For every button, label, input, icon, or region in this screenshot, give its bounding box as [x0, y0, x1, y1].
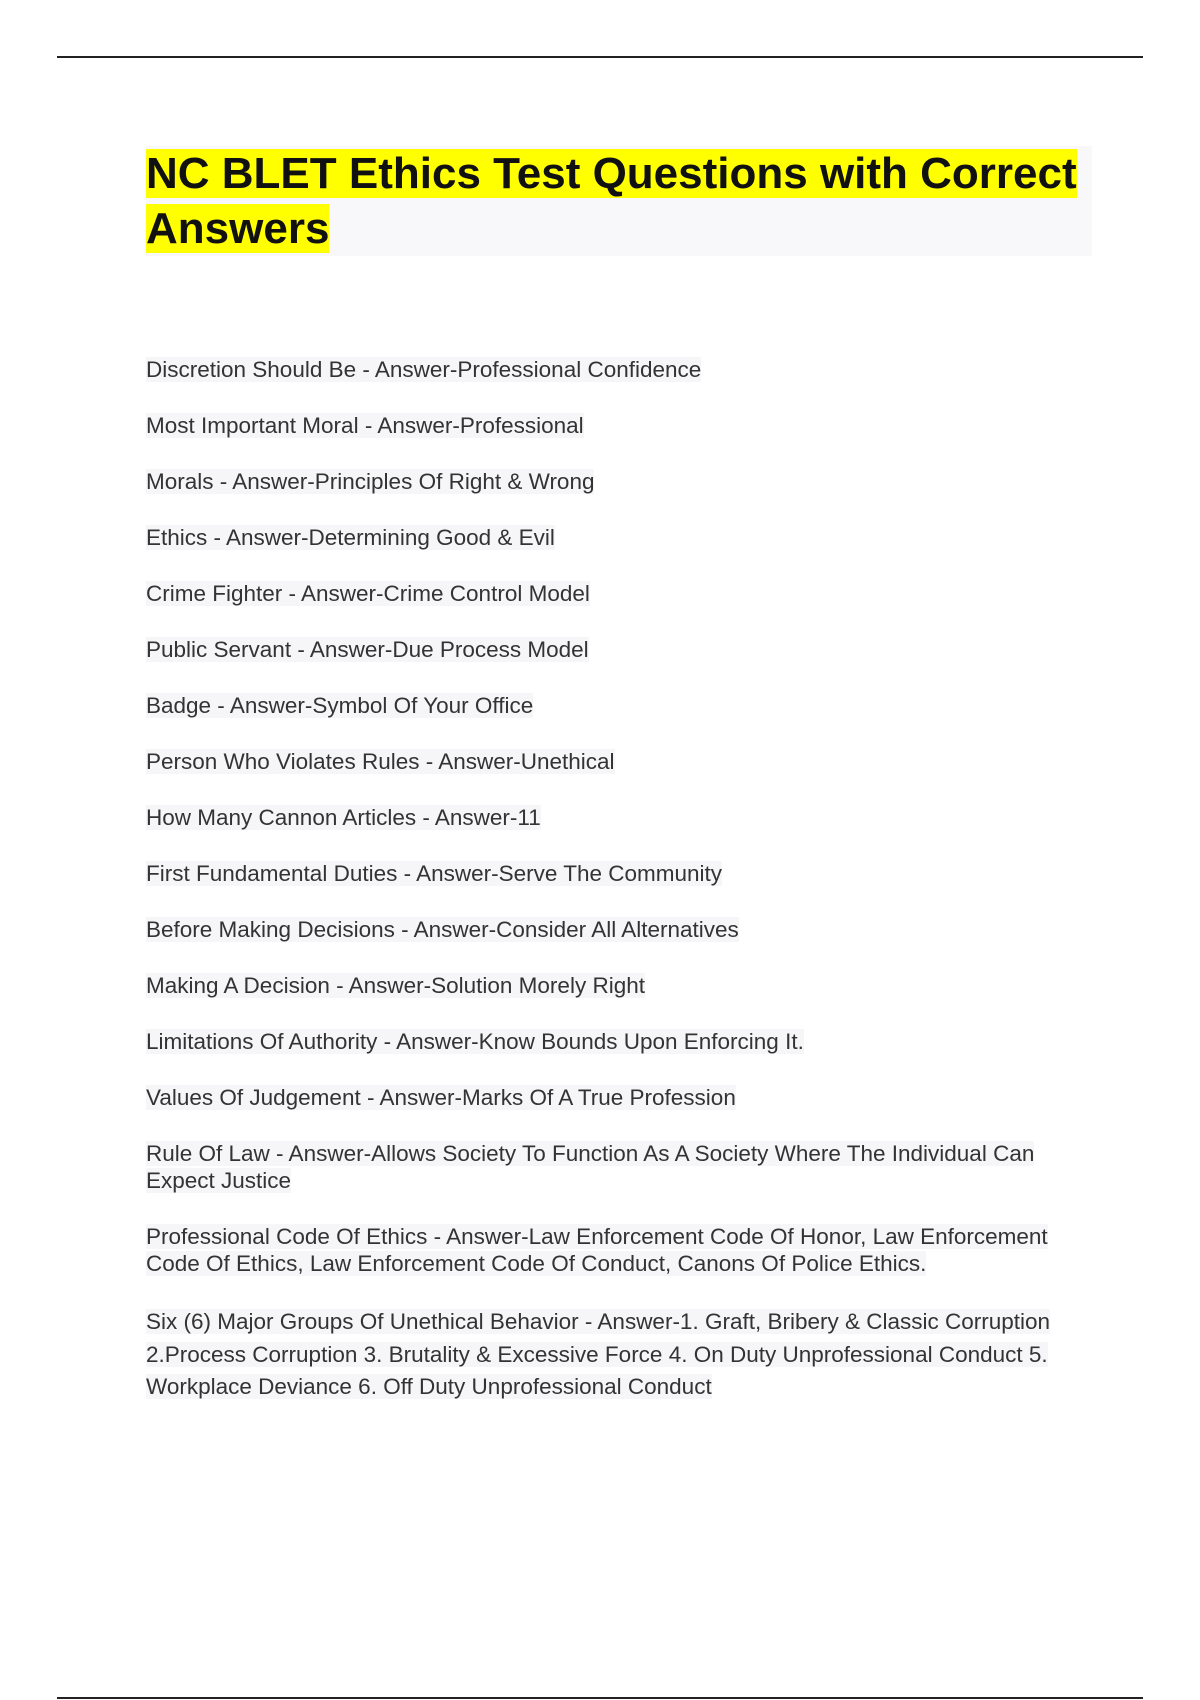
document-title [146, 146, 1092, 256]
qa-item [146, 1028, 1086, 1055]
qa-item-text: Discretion Should Be - Answer-Professional Confidence [146, 357, 702, 382]
qa-item-text: Limitations Of Authority - Answer-Know Bounds Upon Enforcing It. [146, 1029, 804, 1054]
qa-item-text: Rule Of Law - Answer-Allows Society To Function As A Society Where The Individual Can Expect Justice [146, 1141, 1035, 1193]
qa-item [146, 412, 1086, 439]
title-block [146, 146, 1092, 256]
qa-item [146, 356, 1086, 383]
qa-item-text: Making A Decision - Answer-Solution Morely Right [146, 973, 645, 998]
footer-rule [57, 1697, 1143, 1699]
header-rule [57, 56, 1143, 58]
qa-item [146, 972, 1086, 999]
question-answer-list [146, 356, 1086, 1433]
qa-item [146, 1306, 1086, 1404]
qa-item-text: How Many Cannon Articles - Answer-11 [146, 805, 541, 830]
qa-item [146, 692, 1086, 719]
qa-item-text: Six (6) Major Groups Of Unethical Behavior - Answer-1. Graft, Bribery & Classic Corruption 2.Process Corruption 3. Brutality & Excessive Force 4. On Duty Unprofessional Conduct 5. Workplace Deviance 6. Off Duty Unprofessional Conduct [146, 1309, 1051, 1399]
qa-item-text: Ethics - Answer-Determining Good & Evil [146, 525, 555, 550]
qa-item [146, 860, 1086, 887]
qa-item [146, 468, 1086, 495]
qa-item-text: Crime Fighter - Answer-Crime Control Model [146, 581, 590, 606]
qa-item-text: Before Making Decisions - Answer-Consider All Alternatives [146, 917, 739, 942]
qa-item-text: Badge - Answer-Symbol Of Your Office [146, 693, 534, 718]
document-title-text: NC BLET Ethics Test Questions with Correct Answers [146, 149, 1077, 253]
qa-item [146, 916, 1086, 943]
qa-item-text: First Fundamental Duties - Answer-Serve The Community [146, 861, 723, 886]
qa-item-text: Values Of Judgement - Answer-Marks Of A True Profession [146, 1085, 736, 1110]
qa-item-text: Person Who Violates Rules - Answer-Unethical [146, 749, 615, 774]
qa-item [146, 524, 1086, 551]
qa-item [146, 748, 1086, 775]
qa-item [146, 1223, 1086, 1277]
qa-item-text: Most Important Moral - Answer-Professional [146, 413, 584, 438]
qa-item-text: Public Servant - Answer-Due Process Model [146, 637, 589, 662]
qa-item [146, 804, 1086, 831]
qa-item [146, 580, 1086, 607]
qa-item [146, 1084, 1086, 1111]
qa-item-text: Morals - Answer-Principles Of Right & Wrong [146, 469, 595, 494]
qa-item-text: Professional Code Of Ethics - Answer-Law Enforcement Code Of Honor, Law Enforcement Code Of Ethics, Law Enforcement Code Of Conduct, Canons Of Police Ethics. [146, 1224, 1048, 1276]
qa-item [146, 636, 1086, 663]
qa-item [146, 1140, 1086, 1194]
